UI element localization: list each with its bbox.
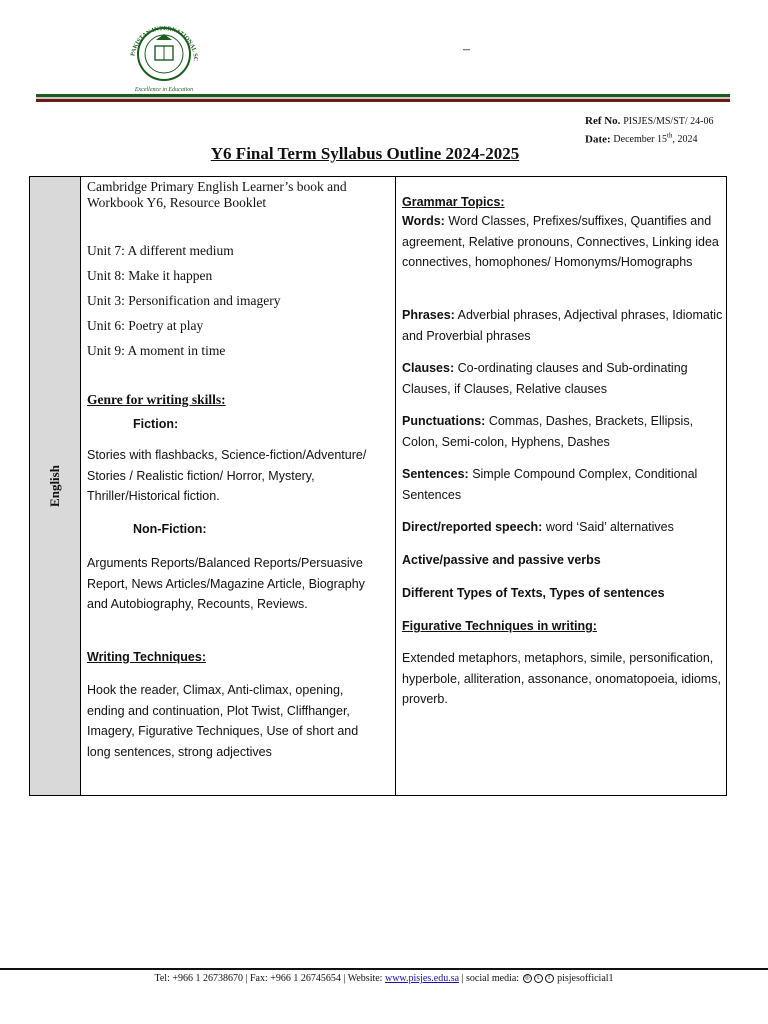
words-topic <box>402 211 724 273</box>
nonfiction-text: Arguments Reports/Balanced Reports/Persuasive Report, News Articles/Magazine Article, Biography and Autobiography, Recounts, Reviews. <box>87 556 365 611</box>
sentences-label: Sentences: <box>402 467 469 481</box>
header-rule-maroon <box>36 99 730 102</box>
school-logo <box>118 16 210 94</box>
speech-text: word ‘Said’ alternatives <box>545 520 674 534</box>
text-types-topic: Different Types of Texts, Types of sentences <box>402 586 665 600</box>
website-link[interactable]: www.pisjes.edu.sa <box>384 973 460 984</box>
techniques-heading: Writing Techniques: <box>87 650 206 664</box>
footer-rule <box>0 968 768 970</box>
unit-item: Unit 3: Personification and imagery <box>87 293 281 308</box>
unit-item: Unit 7: A different medium <box>87 243 234 258</box>
words-label: Words: <box>402 214 445 228</box>
date-year: , 2024 <box>672 134 698 146</box>
unit-item: Unit 9: A moment in time <box>87 343 226 358</box>
social-handle: pisjesofficial1 <box>557 973 614 984</box>
page-title: Y6 Final Term Syllabus Outline 2024-2025 <box>210 144 520 163</box>
genre-heading: Genre for writing skills: <box>87 392 226 407</box>
nonfiction-heading: Non-Fiction: <box>133 522 207 536</box>
date-label: Date: <box>585 133 611 146</box>
speech-label: Direct/reported speech: <box>402 520 543 534</box>
punctuation-label: Punctuations: <box>402 414 486 428</box>
punctuation-topic <box>402 411 724 452</box>
reference-block <box>585 114 714 147</box>
fiction-heading: Fiction: <box>133 417 179 431</box>
logo-text: PAKISTAN INTERNATIONAL SC <box>130 25 199 62</box>
words-text: Word Classes, Prefixes/suffixes, Quantifies and agreement, Relative pronouns, Connectives, Linking idea connectives, homophones/ Homonyms/Homographs <box>402 214 719 269</box>
unit-item: Unit 8: Make it happen <box>87 268 213 283</box>
syllabus-table <box>29 176 727 796</box>
header-dash: – <box>463 42 470 57</box>
facebook-icon[interactable]: f <box>545 974 554 983</box>
clauses-topic <box>402 358 724 399</box>
ref-value: PISJES/MS/ST/ 24-06 <box>623 116 714 127</box>
twitter-icon[interactable]: t <box>534 974 543 983</box>
date-suffix: th <box>667 132 673 140</box>
sentences-topic <box>402 464 724 505</box>
phrases-label: Phrases: <box>402 308 455 322</box>
phrases-topic <box>402 305 724 346</box>
footer <box>0 973 768 984</box>
figurative-text: Extended metaphors, metaphors, simile, personification, hyperbole, alliteration, assonance, onomatopoeia, idioms, proverb. <box>402 651 721 706</box>
subject-label: English <box>47 465 62 507</box>
ref-label: Ref No. <box>585 115 621 127</box>
footer-social-label: | social media: <box>461 973 520 984</box>
instagram-icon[interactable]: ◎ <box>524 975 530 982</box>
techniques-text: Hook the reader, Climax, Anti-climax, opening, ending and continuation, Plot Twist, Cliffhanger, Imagery, Figurative Techniques, Use of short and long sentences, strong adjectives <box>87 683 359 759</box>
phrases-text: Adverbial phrases, Adjectival phrases, Idiomatic and Proverbial phrases <box>402 308 723 343</box>
figurative-heading: Figurative Techniques in writing: <box>402 619 597 633</box>
logo-tagline: Excellence in Education <box>134 87 194 93</box>
grammar-heading: Grammar Topics: <box>402 195 505 209</box>
punctuation-text: Commas, Dashes, Brackets, Ellipsis, Colon, Semi-colon, Hyphens, Dashes <box>402 414 694 449</box>
active-passive-topic: Active/passive and passive verbs <box>402 553 601 567</box>
column-divider <box>395 177 396 795</box>
date-day: December 15 <box>613 134 667 146</box>
subject-cell <box>30 177 81 795</box>
speech-topic <box>402 517 724 538</box>
sentences-text: Simple Compound Complex, Conditional Sentences <box>402 467 698 502</box>
unit-item: Unit 6: Poetry at play <box>87 318 204 333</box>
clauses-label: Clauses: <box>402 361 455 375</box>
footer-contact: Tel: +966 1 26738670 | Fax: +966 1 26745654 | Website: <box>154 973 383 984</box>
clauses-text: Co-ordinating clauses and Sub-ordinating Clauses, if Clauses, Relative clauses <box>402 361 688 396</box>
ref-line <box>585 114 714 129</box>
fiction-text: Stories with flashbacks, Science-fiction/Adventure/ Stories / Realistic fiction/ Horror, Mystery, Thriller/Historical fiction. <box>87 448 367 503</box>
book-title: Cambridge Primary English Learner’s book and Workbook Y6, Resource Booklet <box>87 179 347 210</box>
